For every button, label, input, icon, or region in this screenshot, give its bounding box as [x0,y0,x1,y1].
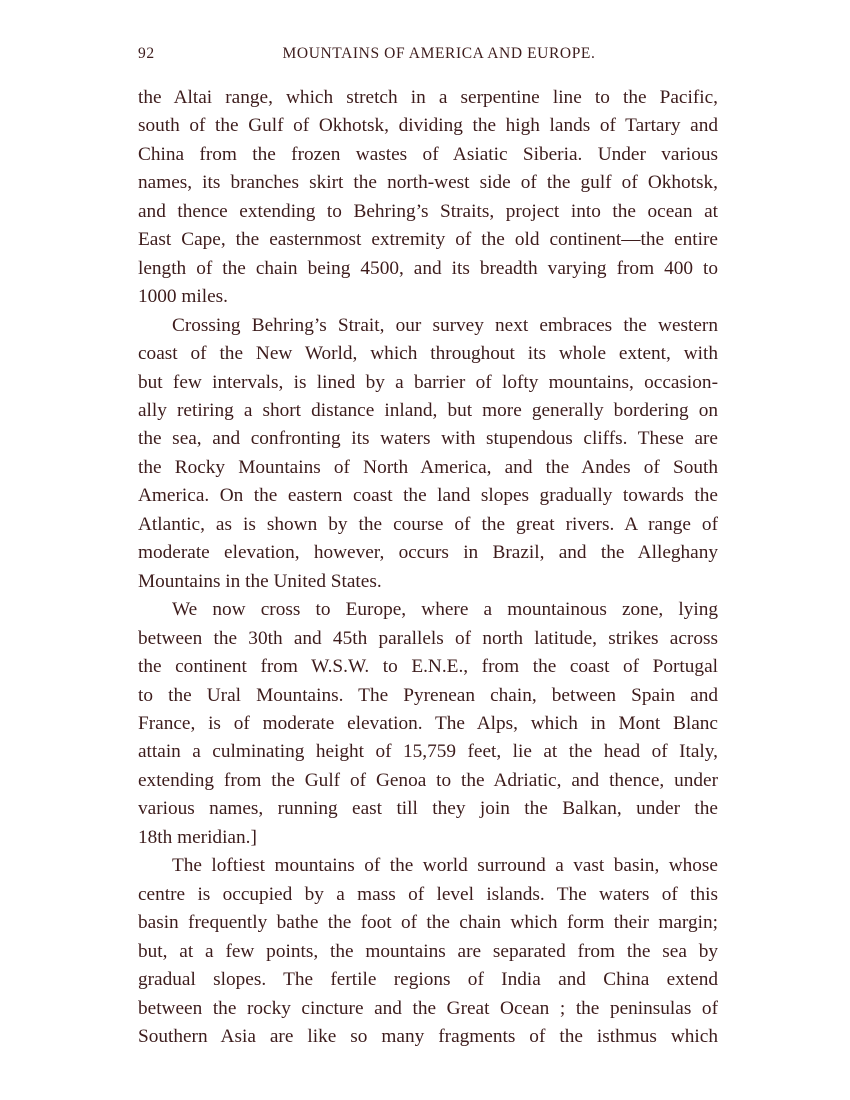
text-line: coast of the New World, which throughout its whole extent, with [138,343,718,365]
text-line: 18th meridian.] [138,826,257,848]
text-line: The loftiest mountains of the world surround a vast basin, whose [172,855,718,877]
text-line: 1000 miles. [138,286,228,308]
text-line: length of the chain being 4500, and its breadth varying from 400 to [138,257,718,279]
text-line: to the Ural Mountains. The Pyrenean chain, between Spain and [138,684,718,706]
text-line: names, its branches skirt the north-west side of the gulf of Okhotsk, [138,172,718,194]
body-text [138,84,718,1051]
text-line: East Cape, the easternmost extremity of the old continent—the entire [138,229,718,251]
text-line: basin frequently bathe the foot of the chain which form their margin; [138,912,718,934]
text-line: centre is occupied by a mass of level islands. The waters of this [138,883,718,905]
text-line: the Rocky Mountains of North America, and the Andes of South [138,456,718,478]
text-line: France, is of moderate elevation. The Alps, which in Mont Blanc [138,712,718,734]
text-line: China from the frozen wastes of Asiatic Siberia. Under various [138,143,718,165]
text-line: ally retiring a short distance inland, but more generally bordering on [138,399,718,421]
text-line: attain a culminating height of 15,759 feet, lie at the head of Italy, [138,741,718,763]
paragraph [138,312,718,597]
text-line: extending from the Gulf of Genoa to the Adriatic, and thence, under [138,769,718,791]
paragraph [138,596,718,852]
paragraph [138,852,718,1051]
text-line: moderate elevation, however, occurs in Brazil, and the Alleghany [138,542,718,564]
text-line: Southern Asia are like so many fragments of the isthmus which [138,1025,718,1047]
paragraph [138,84,718,312]
text-line: between the 30th and 45th parallels of north latitude, strikes across [138,627,718,649]
page-header [138,42,718,66]
text-line: but, at a few points, the mountains are separated from the sea by [138,940,718,962]
text-line: America. On the eastern coast the land slopes gradually towards the [138,485,718,507]
text-line: south of the Gulf of Okhotsk, dividing the high lands of Tartary and [138,115,718,137]
running-head: MOUNTAINS OF AMERICA AND EUROPE. [282,45,596,62]
text-line: but few intervals, is lined by a barrier of lofty mountains, occasion- [138,371,718,393]
text-line: gradual slopes. The fertile regions of India and China extend [138,969,718,991]
text-line: We now cross to Europe, where a mountainous zone, lying [172,599,718,621]
text-line: and thence extending to Behring’s Straits, project into the ocean at [138,200,718,222]
text-line: the Altai range, which stretch in a serpentine line to the Pacific, [138,87,718,108]
text-line: Mountains in the United States. [138,570,382,592]
text-line: various names, running east till they join the Balkan, under the [138,798,718,820]
text-line: Atlantic, as is shown by the course of the great rivers. A range of [138,513,718,535]
text-line: the continent from W.S.W. to E.N.E., from the coast of Portugal [138,656,718,678]
page-number: 92 [138,45,155,62]
text-line: between the rocky cincture and the Great Ocean ; the peninsulas of [138,997,718,1019]
text-line: the sea, and confronting its waters with stupendous cliffs. These are [138,428,718,450]
text-line: Crossing Behring’s Strait, our survey next embraces the western [172,314,718,336]
